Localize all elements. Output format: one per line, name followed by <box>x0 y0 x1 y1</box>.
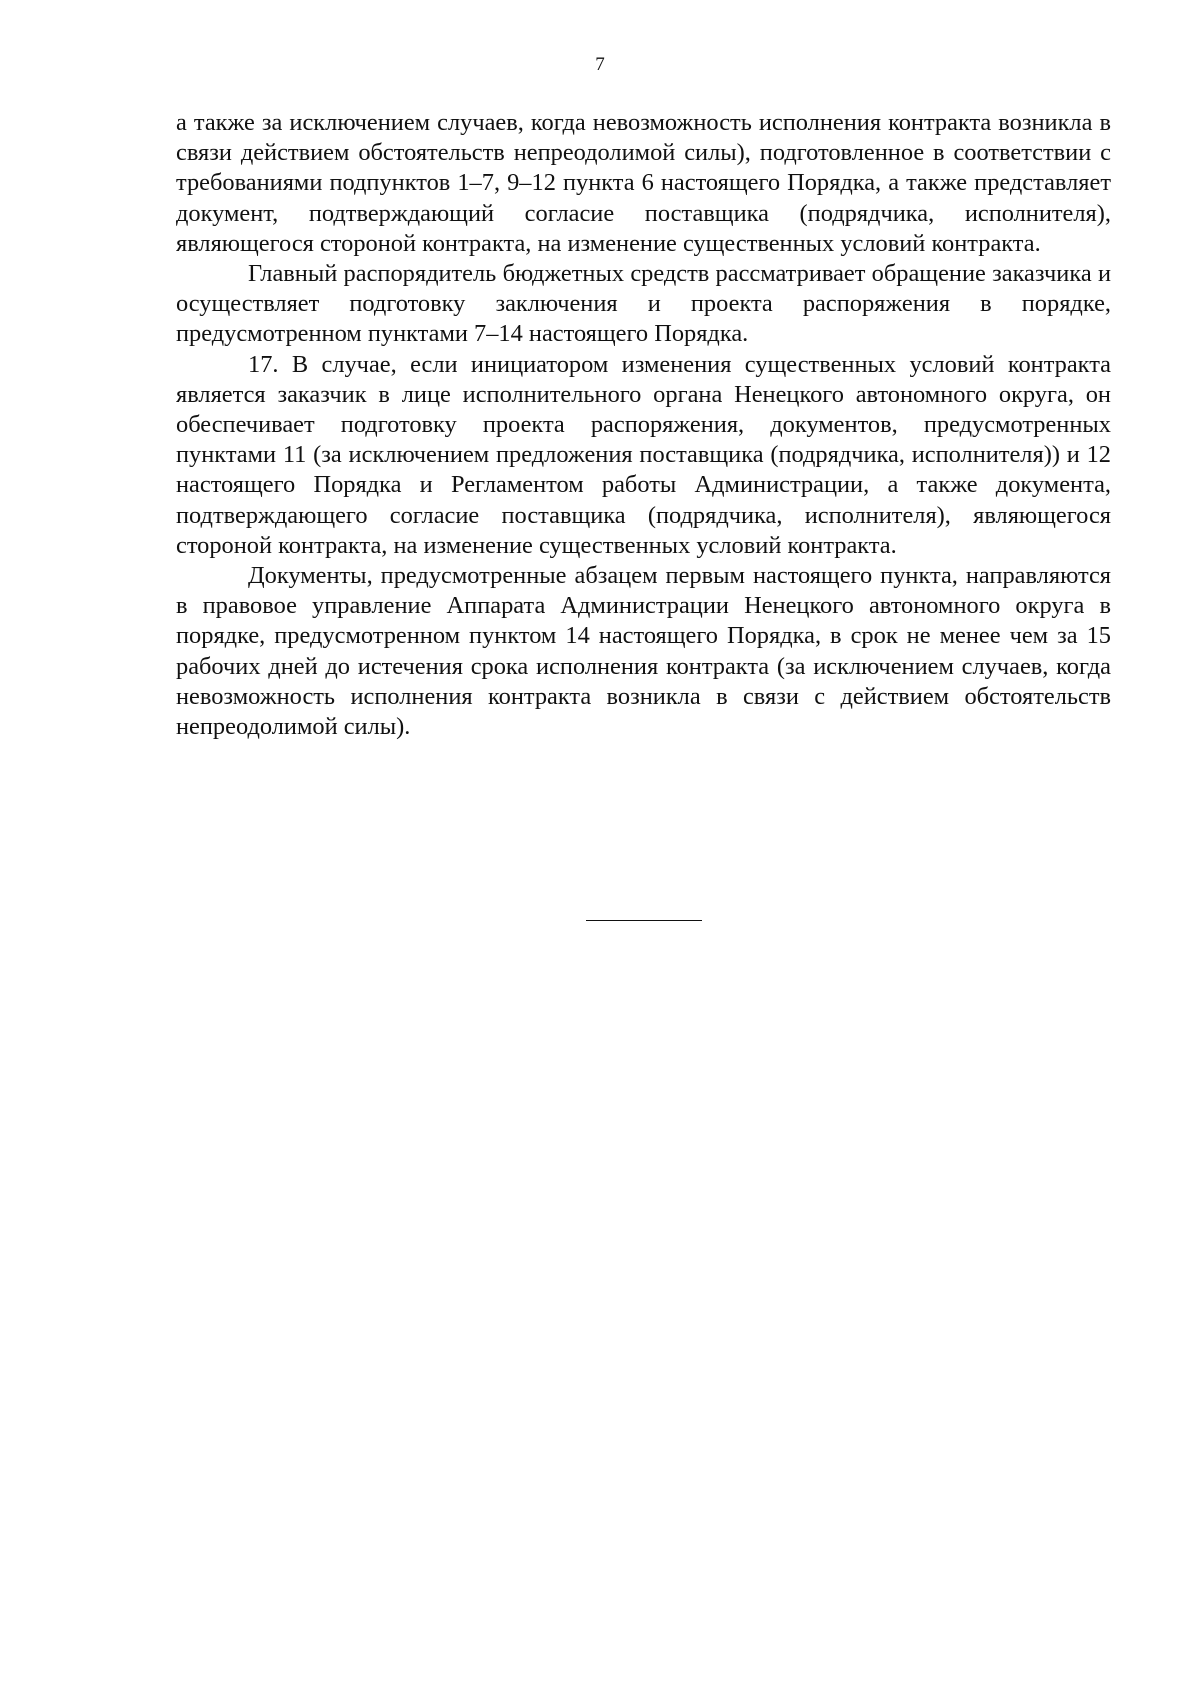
paragraph-item-17: 17. В случае, если инициатором изменения существенных условий контракта является заказчик в лице исполнительного органа Ненецкого автономного округа, он обеспечивает подготовку проекта распоряжения, документов, предусмотренных пунктами 11 (за исключением предложения поставщика (подрядчика, исполнителя)) и 12 настоящего Порядка и Регламентом работы Администрации, а также документа, подтверждающего согласие поставщика (подрядчика, исполнителя), являющегося стороной контракта, на изменение существенных условий контракта. <box>176 350 1111 559</box>
end-of-text-rule <box>586 920 702 921</box>
paragraph-continuation: а также за исключением случаев, когда невозможность исполнения контракта возникла в связи действием обстоятельств непреодолимой силы), подготовленное в соответствии с требованиями подпунктов 1–7, 9–12 пункта 6 настоящего Порядка, а также представляет документ, подтверждающий согласие поставщика (подрядчика, исполнителя), являющегося стороной контракта, на изменение существенных условий контракта. <box>176 109 1111 257</box>
body-text <box>176 108 1111 742</box>
paragraph-documents-submission: Документы, предусмотренные абзацем первым настоящего пункта, направляются в правовое управление Аппарата Администрации Ненецкого автономного округа в порядке, предусмотренном пунктом 14 настоящего Порядка, в срок не менее чем за 15 рабочих дней до истечения срока исполнения контракта (за исключением случаев, когда невозможность исполнения контракта возникла в связи с действием обстоятельств непреодолимой силы). <box>176 562 1111 741</box>
page-number: 7 <box>595 54 605 75</box>
paragraph-chief-administrator: Главный распорядитель бюджетных средств рассматривает обращение заказчика и осуществляет подготовку заключения и проекта распоряжения в порядке, предусмотренном пунктами 7–14 настоящего Порядка. <box>176 260 1111 348</box>
